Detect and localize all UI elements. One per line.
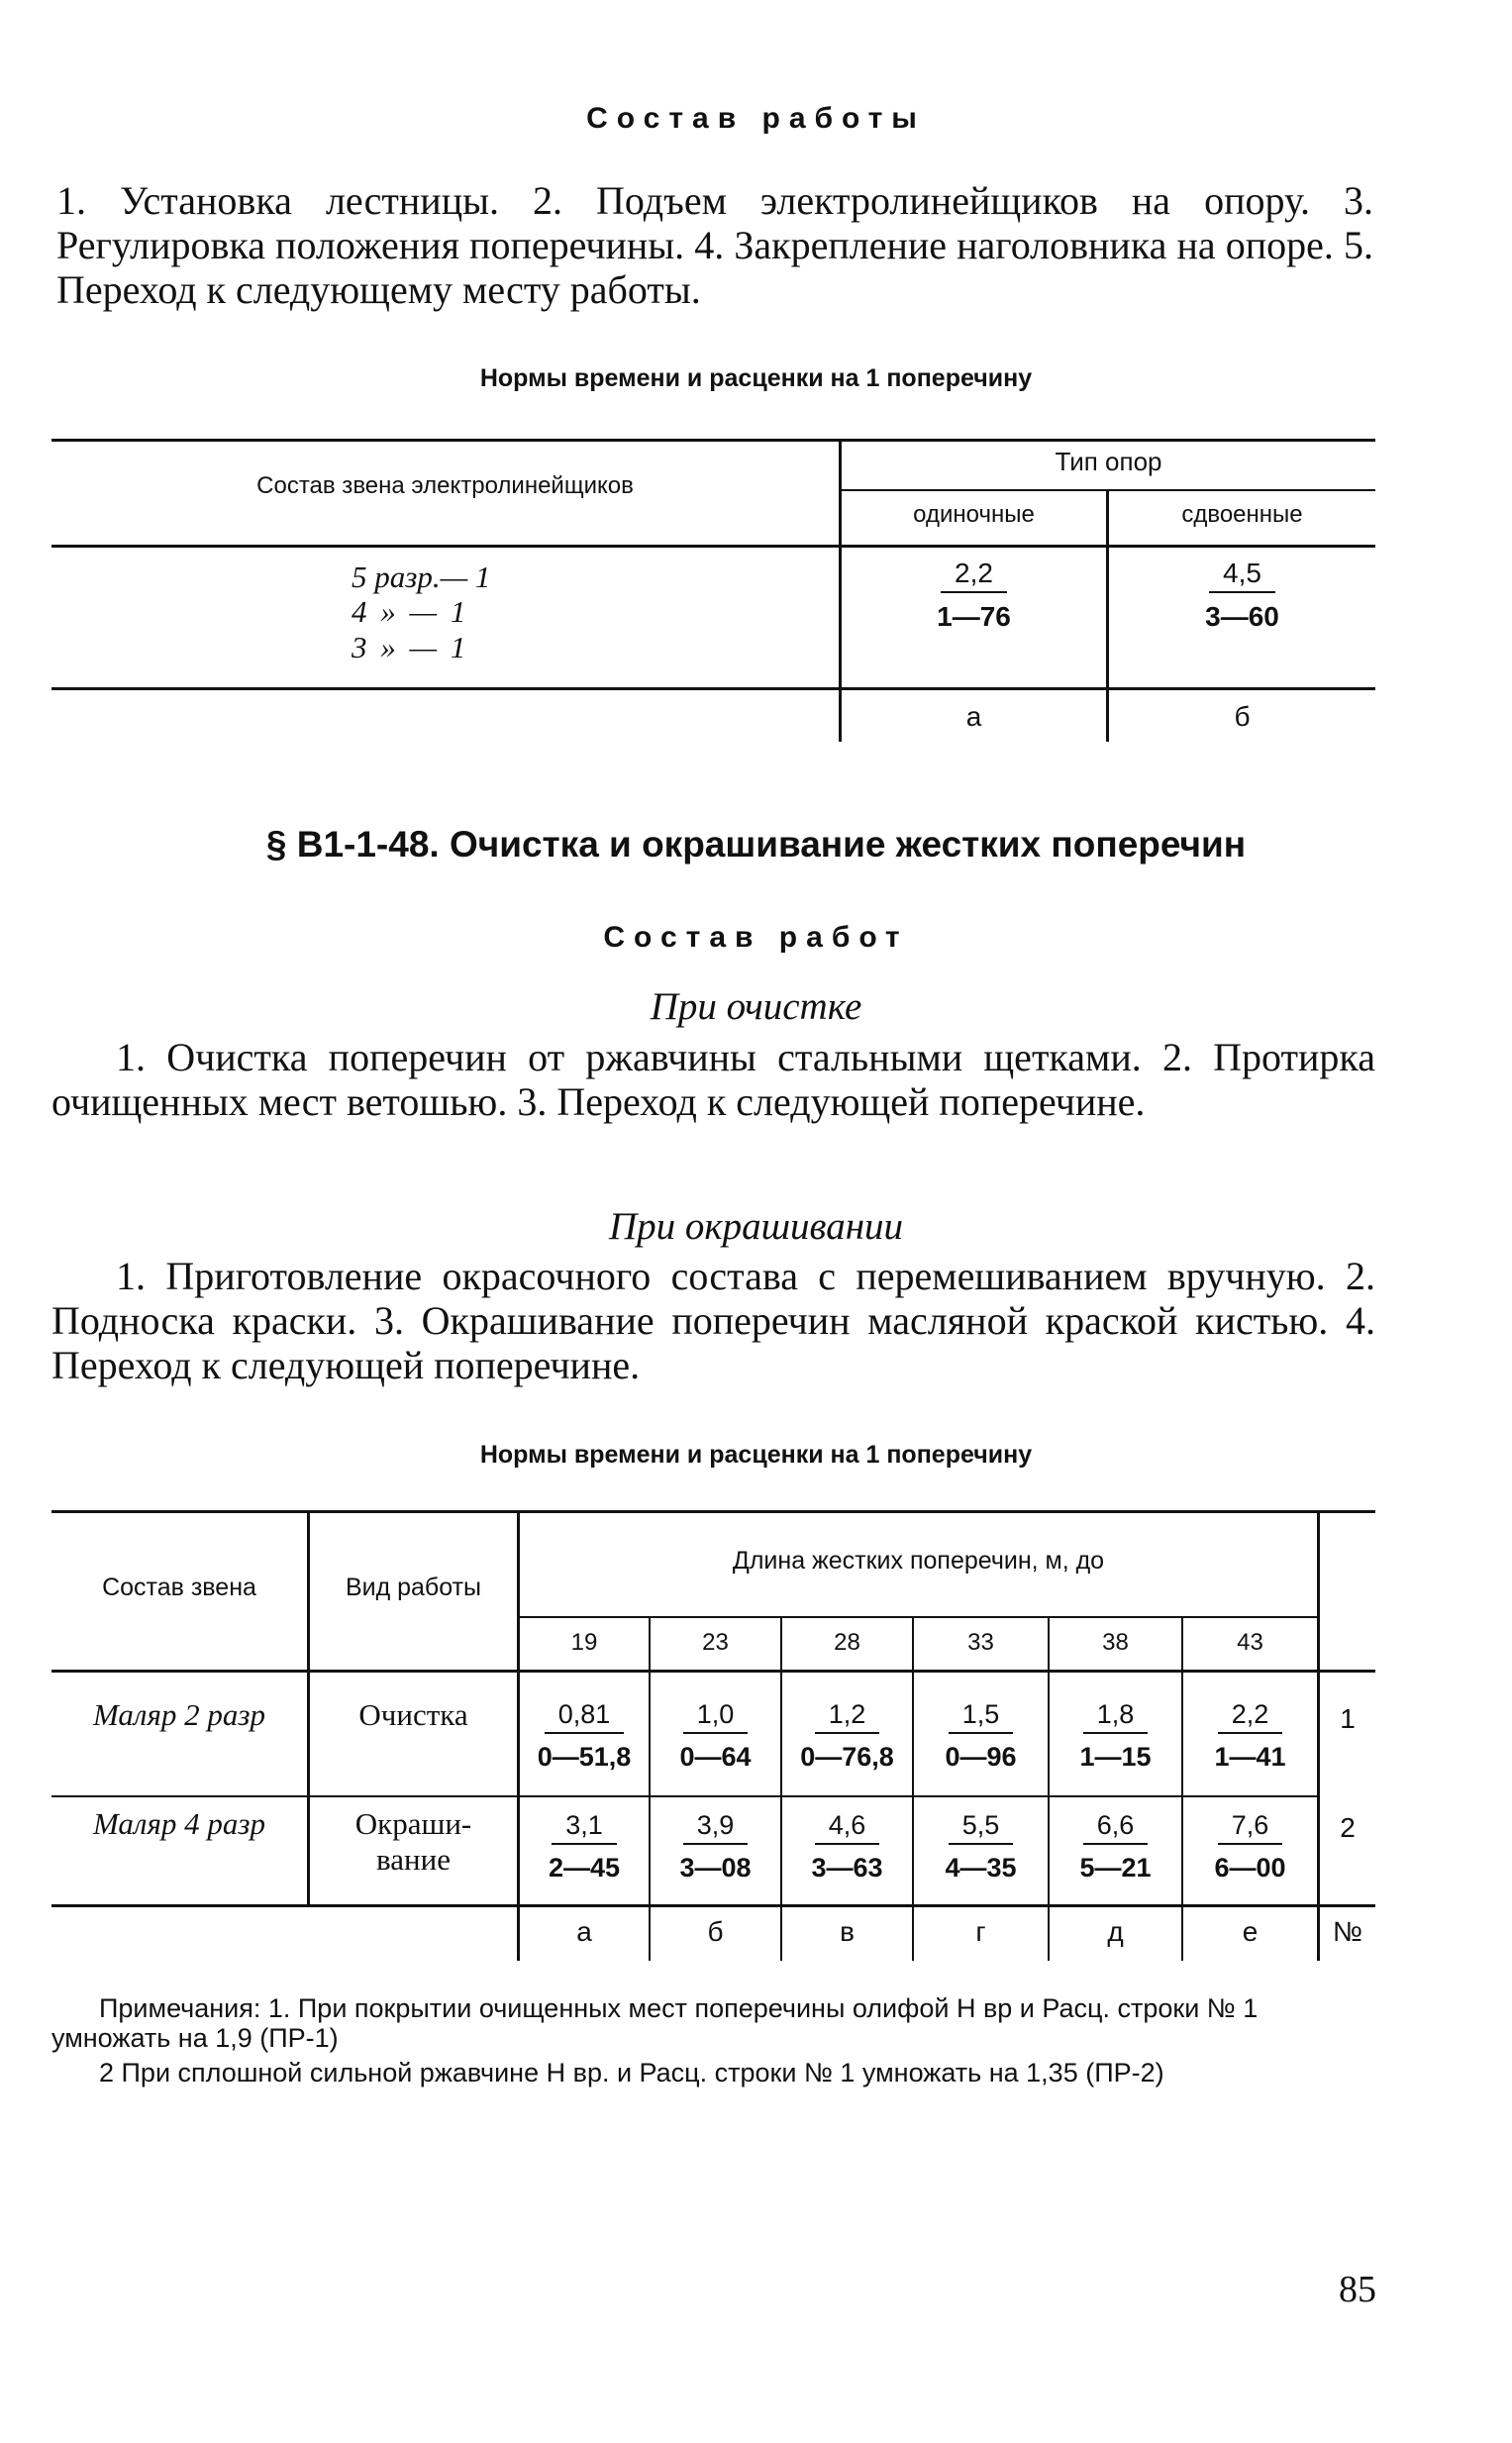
- crew-header: Состав звена: [102, 1574, 256, 1601]
- length-43: 43: [1237, 1629, 1263, 1656]
- table-caption-2: Нормы времени и расценки на 1 поперечину: [479, 1441, 1033, 1469]
- rate: 1—41: [1214, 1742, 1286, 1772]
- column-letter: б: [707, 1916, 724, 1947]
- column-letter: е: [1242, 1916, 1259, 1947]
- time-norm: 3,1: [552, 1810, 617, 1845]
- time-norm: 4,6: [815, 1810, 880, 1845]
- row2-cell-28: [782, 1810, 912, 1883]
- time-norm: 2,2: [1218, 1699, 1283, 1734]
- row2-cell-23: [651, 1810, 780, 1883]
- time-norm: 7,6: [1218, 1810, 1283, 1845]
- subheading-painting: При окрашивании: [608, 1205, 904, 1248]
- column-letter-a: а: [965, 701, 982, 732]
- column-letter: в: [840, 1916, 855, 1947]
- time-norm: 1,2: [815, 1699, 880, 1734]
- length-28: 28: [834, 1629, 860, 1656]
- crew-grade-3: 3 » — 1: [352, 630, 469, 664]
- rate: 3—08: [679, 1853, 752, 1883]
- rate: 2—45: [548, 1853, 621, 1883]
- rate: 4—35: [945, 1853, 1017, 1883]
- rate: 0—76,8: [800, 1742, 894, 1772]
- row-number: 2: [1340, 1812, 1356, 1843]
- double-support-header: сдвоенные: [1181, 501, 1303, 528]
- column-letter: г: [975, 1916, 986, 1947]
- row2-cell-43: [1183, 1810, 1317, 1883]
- time-norm: 5,5: [949, 1810, 1014, 1845]
- row1-cell-33: [914, 1699, 1048, 1773]
- time-norm: 3,9: [683, 1810, 749, 1845]
- rate: 3—63: [811, 1853, 883, 1883]
- time-norm: 1,5: [949, 1699, 1014, 1734]
- column-letter-b: б: [1234, 701, 1251, 732]
- rate: 1—76: [937, 601, 1011, 632]
- rate: 0—96: [945, 1742, 1017, 1772]
- painting-description: 1. Приготовление окрасочного состава с перемешиванием вручную. 2. Подноска краски. 3. Окрашивание поперечин масляной краской кистью. 4. Переход к следующей поперечине.: [51, 1254, 1375, 1387]
- value-cell-single: [842, 558, 1106, 633]
- length-33: 33: [967, 1629, 994, 1656]
- row-work-type: Окраши-вание: [354, 1806, 472, 1877]
- rate: 3—60: [1205, 601, 1279, 632]
- time-norm: 4,5: [1209, 558, 1275, 593]
- time-norm: 1,8: [1083, 1699, 1149, 1734]
- number-column-label: №: [1332, 1916, 1363, 1947]
- note-2: 2 При сплошной сильной ржавчине Н вр. и Расц. строки № 1 умножать на 1,35 (ПР-2): [99, 2058, 1164, 2087]
- rate: 6—00: [1214, 1853, 1286, 1883]
- row2-cell-33: [914, 1810, 1048, 1883]
- row2-cell-38: [1050, 1810, 1181, 1883]
- rate: 0—51,8: [537, 1742, 632, 1772]
- rate: 5—21: [1079, 1853, 1152, 1883]
- value-cell-double: [1109, 558, 1375, 633]
- length-19: 19: [570, 1629, 598, 1656]
- row-number: 1: [1340, 1703, 1356, 1734]
- row1-cell-23: [651, 1699, 780, 1773]
- row2-cell-19: [520, 1810, 649, 1883]
- crew-grade-5: 5 разр.— 1: [352, 560, 491, 594]
- column-letter: д: [1107, 1916, 1124, 1947]
- crew-grade-4: 4 » — 1: [352, 594, 469, 629]
- time-norm: 6,6: [1083, 1810, 1149, 1845]
- cleaning-description: 1. Очистка поперечин от ржавчины стальными щетками. 2. Протирка очищенных мест ветошью. 3. Переход к следующей поперечине.: [51, 1035, 1375, 1124]
- work-type-header: Вид работы: [345, 1574, 482, 1601]
- row1-cell-43: [1183, 1699, 1317, 1773]
- row-crew: Маляр 2 разр: [93, 1697, 265, 1732]
- support-type-header: Тип опор: [1055, 447, 1162, 476]
- section-title-1: Состав работы: [586, 102, 926, 135]
- row1-cell-38: [1050, 1699, 1181, 1773]
- length-38: 38: [1102, 1629, 1129, 1656]
- row-work-type: Очистка: [358, 1697, 468, 1732]
- row1-cell-28: [782, 1699, 912, 1773]
- length-23: 23: [702, 1629, 729, 1656]
- length-group-header: Длина жестких поперечин, м, до: [732, 1547, 1105, 1575]
- time-norm: 2,2: [941, 558, 1007, 593]
- page-number: 85: [1339, 2269, 1376, 2310]
- row1-cell-19: [520, 1699, 649, 1773]
- crew-column-header: Состав звена электролинейщиков: [256, 472, 634, 499]
- section-heading: § В1-1-48. Очистка и окрашивание жестких поперечин: [265, 824, 1247, 865]
- time-norm: 1,0: [683, 1699, 749, 1734]
- rate: 1—15: [1079, 1742, 1152, 1772]
- rate: 0—64: [679, 1742, 752, 1772]
- single-support-header: одиночные: [913, 501, 1035, 528]
- row-crew: Маляр 4 разр: [93, 1806, 265, 1841]
- note-1: Примечания: 1. При покрытии очищенных мест поперечины олифой Н вр и Расц. строки № 1 умножать на 1,9 (ПР-1): [51, 1993, 1259, 2053]
- subheading-cleaning: При очистке: [650, 985, 862, 1028]
- table-caption-1: Нормы времени и расценки на 1 поперечину: [479, 364, 1033, 392]
- work-description-1: 1. Установка лестницы. 2. Подъем электролинейщиков на опору. 3. Регулировка положения поперечины. 4. Закрепление наголовника на опоре. 5. Переход к следующему месту работы.: [56, 178, 1373, 312]
- column-letter: а: [576, 1916, 592, 1947]
- time-norm: 0,81: [545, 1699, 625, 1734]
- section-title-2: Состав работ: [603, 921, 909, 954]
